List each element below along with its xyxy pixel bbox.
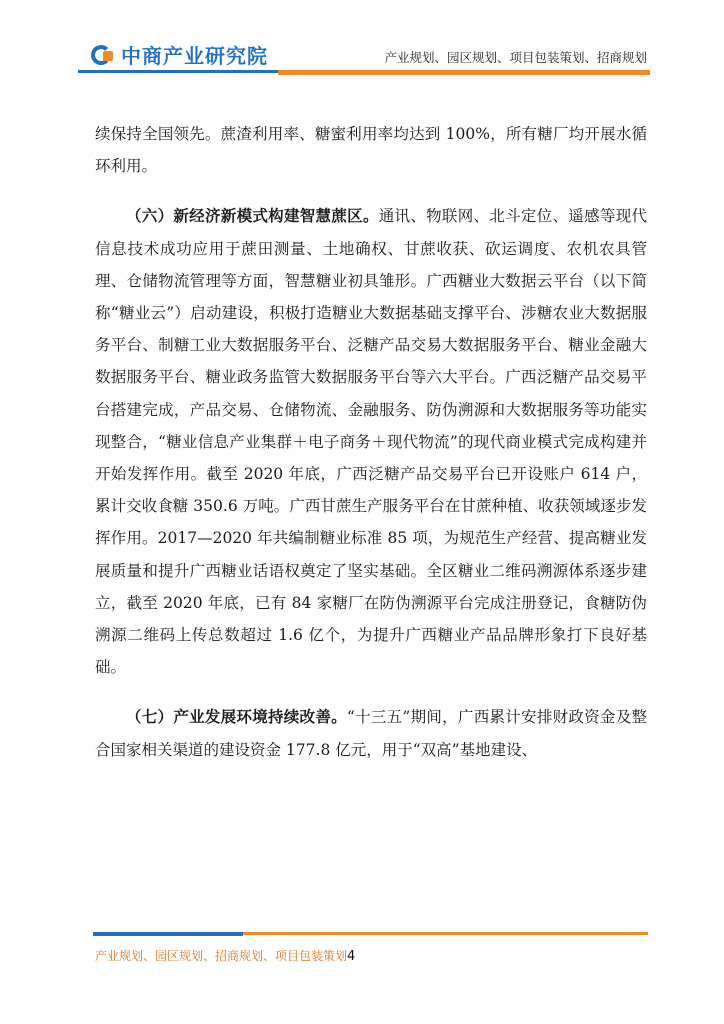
company-logo xyxy=(91,40,268,69)
page-footer xyxy=(95,947,355,964)
page-header xyxy=(0,0,724,82)
footer-text: 产业规划、园区规划、招商规划、项目包装策划 xyxy=(95,949,348,963)
paragraph-environment xyxy=(95,701,647,765)
header-divider-orange xyxy=(278,70,650,75)
logo-mark-icon xyxy=(91,42,117,68)
paragraph-smart-cane-area xyxy=(95,200,647,683)
document-body xyxy=(95,118,647,784)
logo-text: 中商产业研究院 xyxy=(121,44,268,68)
paragraph-text: 通讯、物联网、北斗定位、遥感等现代信息技术成功应用于蔗田测量、土地确权、甘蔗收获、砍运调度、农机农具管理、仓储物流管理等方面，智慧糖业初具雏形。广西糖业大数据云平台（以下简称“糖业云”）启动建设，积极打造糖业大数据基础支撑平台、涉糖农业大数据服务平台、制糖工业大数据服务平台、泛糖产品交易大数据服务平台、糖业金融大数据服务平台、糖业政务监管大数据服务平台等六大平台。广西泛糖产品交易平台搭建完成，产品交易、仓储物流、金融服务、防伪溯源和大数据服务等功能实现整合，“糖业信息产业集群＋电子商务＋现代物流”的现代商业模式完成构建并开始发挥作用。截至 2020 年底，广西泛糖产品交易平台已开设账户 614 户，累计交收食糖 350.6 万吨。广西甘蔗生产服务平台在甘蔗种植、收获领域逐步发挥作用。2017—2020 年共编制糖业标准 85 项，为规范生产经营、提高糖业发展质量和提升广西糖业话语权奠定了坚实基础。全区糖业二维码溯源体系逐步建立，截至 2020 年底，已有 84 家糖厂在防伪溯源平台完成注册登记，食糖防伪溯源二维码上传总数超过 1.6 亿个，为提升广西糖业产品品牌形象打下良好基础。 xyxy=(95,207,647,677)
page-number: 4 xyxy=(347,949,356,964)
header-tagline: 产业规划、园区规划、项目包装策划、招商规划 xyxy=(384,50,647,65)
section-heading-6: （六）新经济新模式构建智慧蔗区。 xyxy=(126,207,379,226)
footer-divider-blue xyxy=(93,932,243,936)
paragraph-text: “十三五”期间，广西累计安排财政资金及整合国家相关渠道的建设资金 177.8 亿元，用于“双高”基地建设、 xyxy=(95,708,647,759)
header-divider-blue xyxy=(78,70,278,73)
footer-divider-orange xyxy=(243,932,648,935)
section-heading-7: （七）产业发展环境持续改善。 xyxy=(126,708,347,727)
paragraph-continuation: 续保持全国领先。蔗渣利用率、糖蜜利用率均达到 100%，所有糖厂均开展水循环利用。 xyxy=(95,125,647,176)
